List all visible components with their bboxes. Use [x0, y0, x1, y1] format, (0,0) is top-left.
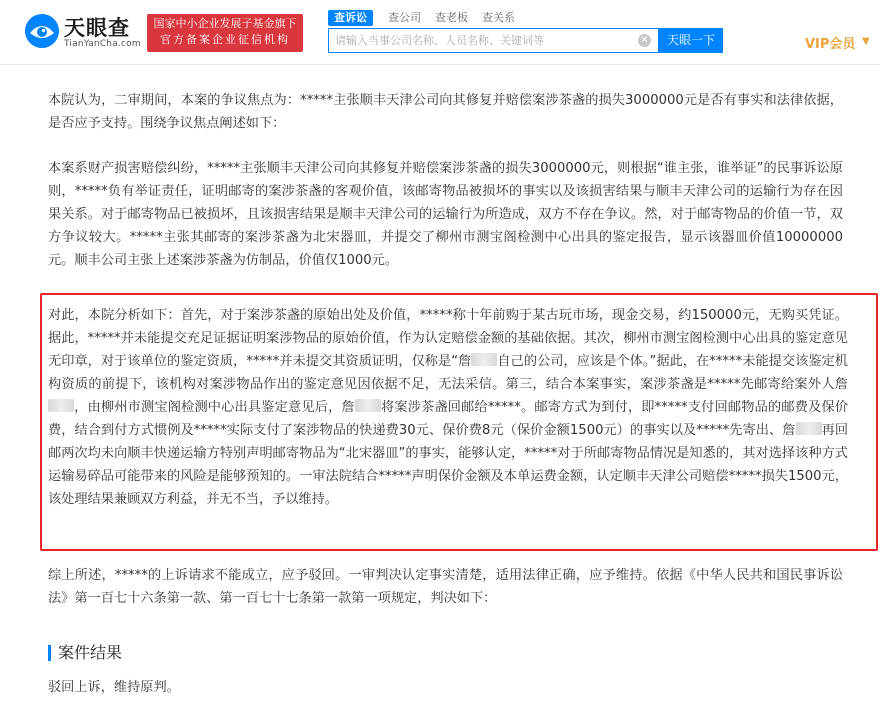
redacted-name [355, 399, 381, 412]
badge-line-2: 官方备案企业征信机构 [160, 33, 290, 46]
tab-relation[interactable]: 查关系 [482, 11, 515, 24]
paragraph-court-opinion: 本院认为，二审期间，本案的争议焦点为：*****主张顺丰天津公司向其修复并赔偿案涉茶盏的损失3000000元是否有事实和法律依据，是否应予支持。围绕争议焦点阐述如下： [48, 93, 843, 131]
tab-boss[interactable]: 查老板 [435, 11, 468, 24]
paragraph-conclusion: 综上所述，*****的上诉请求不能成立，应予驳回。一审判决认定事实清楚，适用法律正确，应予维持。依据《中华人民共和国民事诉讼法》第一百七十六条第一款、第一百七十七条第一款第一项规定，判决如下： [48, 568, 843, 606]
eye-logo-icon [24, 13, 60, 49]
judgment-content [0, 64, 880, 709]
analysis-text-2: 自己的公司，应该是个体。”据此，在*****未能提交该鉴定机构资质的前提下，该机构对案涉物品作出的鉴定意见因依据不足，无法采信。第三，结合本案事实，案涉茶盏是*****先邮寄给案外人詹 [48, 354, 848, 392]
paragraph-verdict: 驳回上诉，维持原判。 [48, 680, 180, 695]
vip-member-link[interactable]: VIP会员 [805, 37, 856, 52]
redacted-name [471, 353, 497, 366]
analysis-text-5: 再回邮两次均未向顺丰快递运输方特别声明邮寄物品为“北宋器皿”的事实，能够认定，*****对于所邮寄物品情况是知悉的，其对选择该种方式运输易碎品可能带来的风险是能够预知的。一审法院结合*****声明保价金额及本单运费金额，认定顺丰天津公司赔偿*****损失1500元，该处理结果兼顾双方利益，并无不当，予以维持。 [48, 423, 849, 507]
logo-domain: TianYanCha.com [64, 39, 141, 49]
redacted-name [796, 422, 822, 435]
site-logo[interactable] [24, 11, 146, 51]
tab-lawsuit[interactable]: 查诉讼 [328, 10, 373, 26]
analysis-text-4: 将案涉茶盏回邮给*****。邮寄方式为到付，即*****支付回邮物品的邮费及保价费，结合到付方式惯例及*****实际支付了案涉物品的快递费30元、保价费8元（保价金额1500元）的事实以及*****先寄出、詹 [48, 400, 849, 438]
top-header [0, 0, 880, 65]
search-input[interactable] [329, 29, 641, 52]
redacted-name [48, 399, 74, 412]
paragraph-case-background: 本案系财产损害赔偿纠纷，*****主张顺丰天津公司向其修复并赔偿案涉茶盏的损失3000000元，则根据“谁主张，谁举证”的民事诉讼原则，*****负有举证责任，证明邮寄的案涉茶盏的客观价值，该邮寄物品被损坏的事实以及该损害结果与顺丰天津公司的运输行为存在因果关系。对于邮寄物品已被损坏，且该损害结果是顺丰天津公司的运输行为所造成，双方不存在争议。然，对于邮寄物品的价值一节，双方争议较大。*****主张其邮寄的案涉茶盏为北宋器皿，并提交了柳州市测宝阁检测中心出具的鉴定报告，显示该器皿价值10000000元。顺丰公司主张上述案涉茶盏为仿制品，价值仅1000元。 [48, 161, 843, 268]
badge-line-1: 国家中小企业发展子基金旗下 [153, 17, 297, 30]
logo-text: 天眼查 [64, 16, 130, 40]
analysis-text-3: ，由柳州市测宝阁检测中心出具鉴定意见后，詹 [74, 400, 355, 415]
clear-icon[interactable]: ✕ [638, 34, 651, 47]
paragraph-court-analysis [48, 304, 848, 511]
analysis-text-1: 对此，本院分析如下：首先，对于案涉茶盏的原始出处及价值，*****称十年前购于某古玩市场，现金交易，约150000元，无购买凭证。据此，*****并未能提交充足证据证明案涉物品的原始价值，作为认定赔偿金额的基础依据。其次，柳州市测宝阁检测中心出具的鉴定意见无印章，对于该单位的鉴定资质，*****并未提交其资质证明，仅称是“詹 [48, 308, 848, 369]
search-button[interactable]: 天眼一下 [659, 28, 723, 53]
official-badge [147, 14, 303, 52]
section-title-case-result: 案件结果 [58, 643, 123, 662]
chevron-down-icon[interactable]: ▼ [862, 36, 870, 47]
search-box [328, 28, 659, 53]
tab-company[interactable]: 查公司 [388, 11, 421, 24]
